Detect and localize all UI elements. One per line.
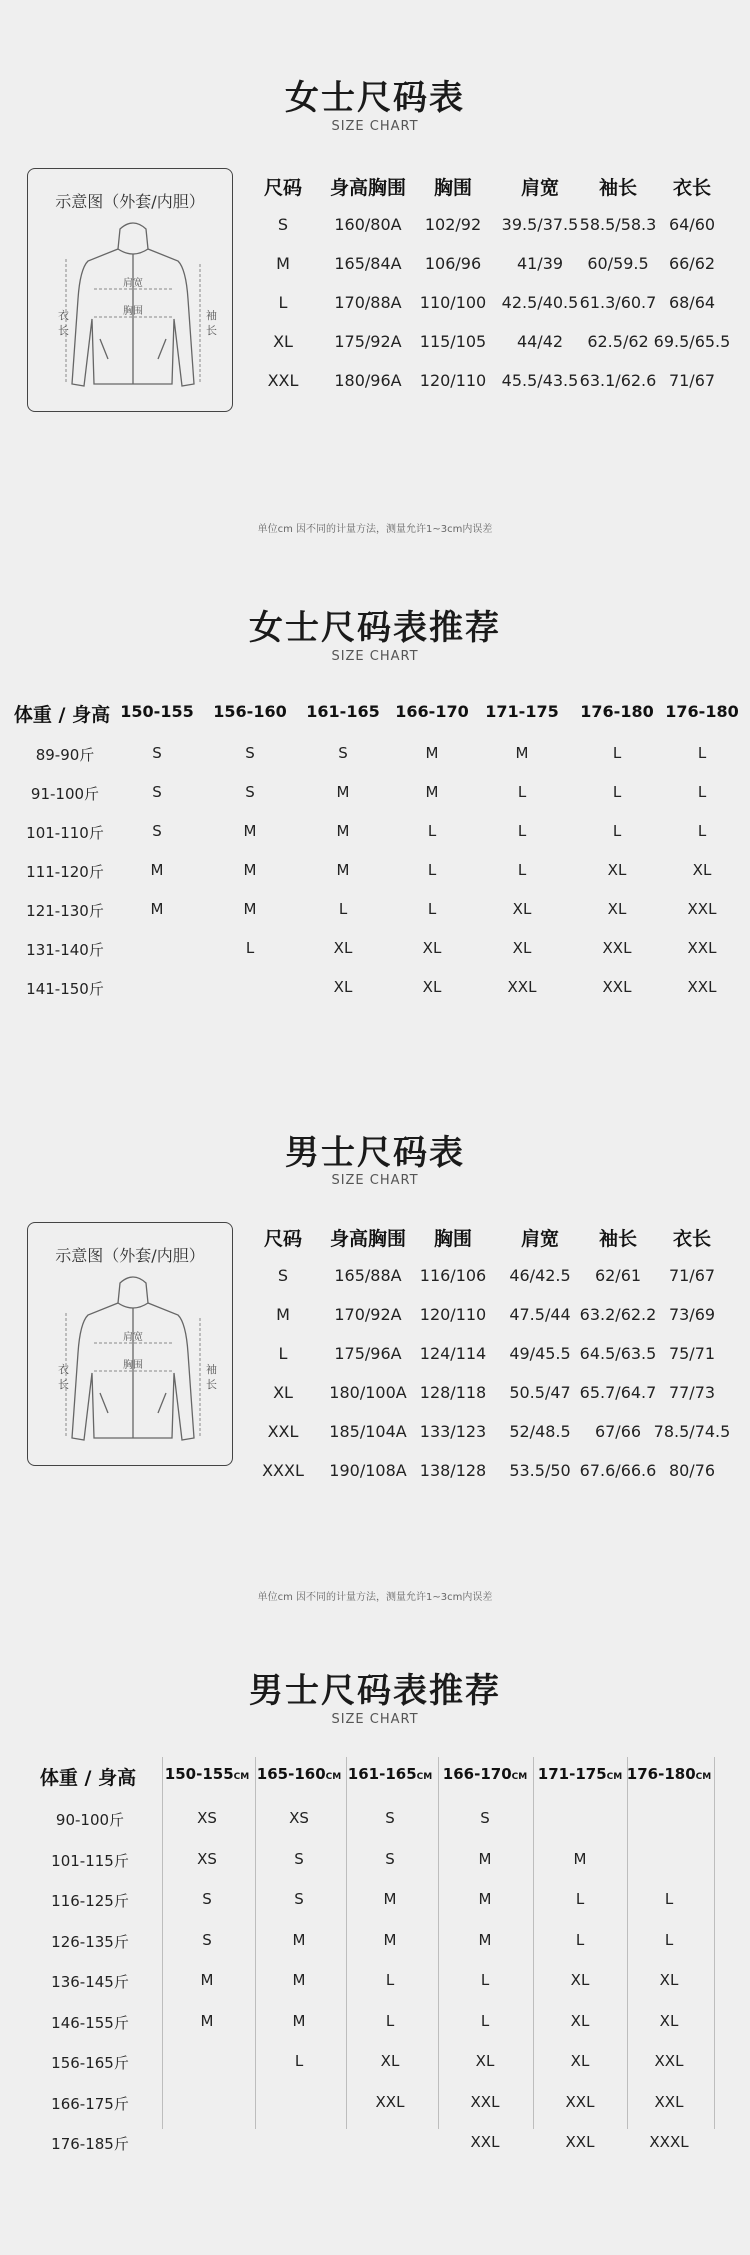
length-text: 衣 bbox=[58, 309, 69, 322]
table-cell: 49/45.5 bbox=[509, 1344, 571, 1363]
table-cell: S bbox=[152, 744, 162, 762]
table-cell: 71/67 bbox=[668, 371, 716, 390]
height-header: 171-175 bbox=[485, 702, 559, 721]
table-cell: XL bbox=[273, 332, 293, 351]
column-header: 胸围 bbox=[433, 1228, 472, 1250]
table-cell: 65.7/64.7 bbox=[579, 1383, 657, 1402]
table-cell: 67/66 bbox=[594, 1422, 642, 1441]
table-cell: M bbox=[478, 1930, 492, 1949]
table-cell: 80/76 bbox=[668, 1461, 716, 1480]
table-cell: 170/88A bbox=[334, 293, 402, 312]
diagram-label: 示意图（外套/内胆） bbox=[55, 1246, 205, 1265]
men-size-title: 男士尺码表 bbox=[285, 1133, 465, 1173]
table-cell: 71/67 bbox=[668, 1266, 716, 1285]
column-header: 衣长 bbox=[672, 1228, 711, 1250]
weight-label: 131-140斤 bbox=[26, 941, 104, 959]
weight-label: 126-135斤 bbox=[51, 1932, 129, 1951]
table-cell: XXL bbox=[565, 2092, 595, 2111]
table-cell: XXL bbox=[687, 978, 717, 996]
table-cell: XS bbox=[289, 1809, 309, 1827]
table-cell: L bbox=[612, 822, 622, 840]
table-cell: 68/64 bbox=[668, 293, 716, 312]
table-cell: M bbox=[425, 783, 439, 801]
svg-text:衣: 衣 bbox=[58, 1363, 69, 1376]
table-cell: M bbox=[200, 1971, 214, 1989]
table-cell: S bbox=[245, 783, 255, 801]
column-divider bbox=[533, 1757, 534, 2129]
table-cell: 53.5/50 bbox=[509, 1461, 571, 1480]
men-size-note: 单位cm 因不同的计量方法，测量允许1~3cm内误差 bbox=[257, 1592, 493, 1603]
table-cell: M bbox=[383, 1890, 397, 1908]
table-cell: 61.3/60.7 bbox=[579, 293, 657, 312]
height-header: 161-165 bbox=[306, 702, 380, 721]
svg-text:袖: 袖 bbox=[206, 1363, 217, 1376]
table-cell: L bbox=[427, 900, 437, 918]
table-cell: L bbox=[517, 822, 527, 840]
table-cell: M bbox=[150, 861, 164, 879]
table-cell: M bbox=[478, 1849, 492, 1868]
height-header bbox=[623, 1765, 715, 1783]
table-cell: L bbox=[697, 744, 707, 762]
table-cell: XL bbox=[570, 2052, 590, 2070]
table-cell: L bbox=[664, 1930, 674, 1949]
table-cell: L bbox=[697, 822, 707, 840]
height-unit: CM bbox=[695, 1772, 712, 1782]
table-cell: 42.5/40.5 bbox=[501, 293, 579, 312]
women-rec-title: 女士尺码表推荐 bbox=[249, 608, 501, 648]
height-range: 161-165 bbox=[347, 1765, 417, 1783]
table-cell: M bbox=[276, 1305, 290, 1324]
table-cell: 66/62 bbox=[668, 254, 716, 273]
table-cell: 138/128 bbox=[419, 1461, 487, 1480]
column-divider bbox=[714, 1757, 715, 2129]
table-cell: L bbox=[612, 783, 622, 801]
table-cell: XL bbox=[422, 978, 442, 996]
jacket-illustration bbox=[28, 169, 234, 413]
table-cell: 175/96A bbox=[334, 1344, 402, 1363]
svg-text:胸围: 胸围 bbox=[123, 306, 143, 317]
column-header: 衣长 bbox=[672, 177, 711, 199]
table-cell: XL bbox=[333, 939, 353, 957]
table-cell: M bbox=[276, 254, 290, 273]
svg-text:肩宽: 肩宽 bbox=[123, 1332, 143, 1343]
height-unit: CM bbox=[511, 1772, 528, 1782]
table-cell: XXL bbox=[470, 2092, 500, 2111]
table-cell: 63.2/62.2 bbox=[579, 1305, 657, 1324]
table-cell: S bbox=[277, 215, 289, 234]
height-range: 171-175 bbox=[537, 1765, 607, 1783]
column-header: 胸围 bbox=[433, 177, 472, 199]
weight-label: 116-125斤 bbox=[51, 1892, 129, 1910]
table-cell: XL bbox=[273, 1383, 293, 1402]
table-cell: M bbox=[336, 822, 350, 840]
table-cell: L bbox=[278, 293, 288, 312]
table-cell: 78.5/74.5 bbox=[653, 1422, 731, 1441]
table-cell: XXL bbox=[375, 2092, 405, 2111]
table-cell: XS bbox=[197, 1809, 217, 1827]
table-cell: M bbox=[243, 900, 257, 918]
table-cell: S bbox=[277, 1266, 289, 1285]
table-cell: 165/84A bbox=[334, 254, 402, 273]
men-jacket-diagram bbox=[27, 1222, 233, 1466]
height-header bbox=[534, 1765, 626, 1783]
table-cell: M bbox=[150, 900, 164, 918]
table-cell: XL bbox=[475, 2052, 495, 2070]
column-header: 身高胸围 bbox=[329, 177, 406, 199]
table-cell: XL bbox=[512, 939, 532, 957]
height-unit: CM bbox=[606, 1772, 623, 1782]
column-header: 肩宽 bbox=[520, 1228, 559, 1250]
table-cell: 120/110 bbox=[419, 371, 487, 390]
table-cell: 77/73 bbox=[668, 1383, 716, 1402]
table-cell: XL bbox=[570, 2011, 590, 2030]
table-cell: M bbox=[292, 1930, 306, 1949]
table-cell: XL bbox=[659, 1971, 679, 1989]
svg-text:长: 长 bbox=[206, 1378, 217, 1391]
table-cell: XXL bbox=[687, 939, 717, 957]
height-range: 176-180 bbox=[626, 1765, 696, 1783]
table-cell: L bbox=[245, 939, 255, 957]
table-cell: 75/71 bbox=[668, 1344, 716, 1363]
table-cell: XXL bbox=[654, 2052, 684, 2070]
table-cell: 128/118 bbox=[419, 1383, 487, 1402]
table-cell: M bbox=[478, 1890, 492, 1908]
column-header: 尺码 bbox=[263, 1228, 302, 1250]
table-cell: S bbox=[480, 1809, 490, 1827]
table-cell: XL bbox=[512, 900, 532, 918]
height-header bbox=[344, 1765, 436, 1783]
table-cell: XXXL bbox=[649, 2133, 689, 2151]
table-cell: XL bbox=[607, 861, 627, 879]
weight-label: 176-185斤 bbox=[51, 2135, 129, 2153]
men-rec-title: 男士尺码表推荐 bbox=[249, 1671, 501, 1711]
table-cell: XL bbox=[333, 978, 353, 996]
table-cell: 63.1/62.6 bbox=[579, 371, 657, 390]
table-cell: 185/104A bbox=[329, 1422, 407, 1441]
column-header: 袖长 bbox=[598, 177, 637, 199]
table-cell: M bbox=[336, 861, 350, 879]
table-cell: XL bbox=[570, 1971, 590, 1989]
table-cell: S bbox=[245, 744, 255, 762]
column-divider bbox=[255, 1757, 256, 2129]
women-size-subtitle: SIZE CHART bbox=[331, 119, 419, 134]
table-cell: 45.5/43.5 bbox=[501, 371, 579, 390]
table-cell: 52/48.5 bbox=[509, 1422, 571, 1441]
table-cell: L bbox=[517, 783, 527, 801]
table-cell: S bbox=[202, 1930, 212, 1949]
women-rec-subtitle: SIZE CHART bbox=[331, 649, 419, 664]
table-cell: M bbox=[515, 744, 529, 762]
table-cell: 175/92A bbox=[334, 332, 402, 351]
table-cell: XXL bbox=[565, 2133, 595, 2151]
table-cell: M bbox=[425, 744, 439, 762]
table-cell: L bbox=[385, 2011, 395, 2030]
table-cell: XL bbox=[607, 900, 627, 918]
svg-text:袖: 袖 bbox=[206, 309, 217, 322]
table-cell: 39.5/37.5 bbox=[501, 215, 579, 234]
column-header: 尺码 bbox=[263, 177, 302, 199]
men-size-subtitle: SIZE CHART bbox=[331, 1173, 419, 1188]
table-cell: 58.5/58.3 bbox=[579, 215, 657, 234]
table-cell: S bbox=[202, 1890, 212, 1908]
table-cell: S bbox=[385, 1849, 395, 1868]
table-cell: S bbox=[294, 1890, 304, 1908]
women-jacket-diagram bbox=[27, 168, 233, 412]
weight-label: 166-175斤 bbox=[51, 2094, 129, 2113]
weight-label: 141-150斤 bbox=[26, 980, 104, 998]
table-cell: 62/61 bbox=[594, 1266, 642, 1285]
weight-label: 136-145斤 bbox=[51, 1973, 129, 1991]
table-cell: L bbox=[575, 1890, 585, 1908]
weight-label: 89-90斤 bbox=[35, 746, 95, 764]
table-cell: L bbox=[338, 900, 348, 918]
table-cell: 115/105 bbox=[419, 332, 487, 351]
table-cell: S bbox=[152, 822, 162, 840]
height-header: 156-160 bbox=[213, 702, 287, 721]
table-cell: M bbox=[243, 822, 257, 840]
table-cell: 44/42 bbox=[516, 332, 564, 351]
column-header: 身高胸围 bbox=[329, 1228, 406, 1250]
table-cell: L bbox=[612, 744, 622, 762]
table-cell: 46/42.5 bbox=[509, 1266, 571, 1285]
table-cell: L bbox=[664, 1890, 674, 1908]
table-cell: 47.5/44 bbox=[509, 1305, 571, 1324]
table-cell: XL bbox=[380, 2052, 400, 2070]
table-cell: XS bbox=[197, 1849, 217, 1868]
table-cell: XL bbox=[422, 939, 442, 957]
table-cell: M bbox=[243, 861, 257, 879]
column-header: 袖长 bbox=[598, 1228, 637, 1250]
table-cell: 116/106 bbox=[419, 1266, 487, 1285]
height-range: 165-160 bbox=[256, 1765, 326, 1783]
table-cell: 106/96 bbox=[424, 254, 482, 273]
svg-text:胸围: 胸围 bbox=[123, 1360, 143, 1371]
svg-text:长: 长 bbox=[58, 324, 69, 337]
table-cell: XXL bbox=[507, 978, 537, 996]
corner-header: 体重 / 身高 bbox=[39, 1767, 137, 1789]
height-unit: CM bbox=[416, 1772, 433, 1782]
table-cell: XXXL bbox=[262, 1461, 304, 1480]
table-cell: M bbox=[292, 1971, 306, 1989]
table-cell: S bbox=[152, 783, 162, 801]
table-cell: L bbox=[294, 2052, 304, 2070]
table-cell: 165/88A bbox=[334, 1266, 402, 1285]
table-cell: L bbox=[480, 1971, 490, 1989]
women-size-note: 单位cm 因不同的计量方法，测量允许1~3cm内误差 bbox=[257, 524, 493, 535]
height-unit: CM bbox=[325, 1772, 342, 1782]
height-header: 176-180 bbox=[580, 702, 654, 721]
table-cell: 180/100A bbox=[329, 1383, 407, 1402]
table-cell: L bbox=[575, 1930, 585, 1949]
height-header bbox=[439, 1765, 531, 1783]
table-cell: 62.5/62 bbox=[587, 332, 649, 351]
table-cell: 160/80A bbox=[334, 215, 402, 234]
table-cell: 120/110 bbox=[419, 1305, 487, 1324]
table-cell: 180/96A bbox=[334, 371, 402, 390]
table-cell: 60/59.5 bbox=[587, 254, 649, 273]
table-cell: S bbox=[338, 744, 348, 762]
table-cell: 69.5/65.5 bbox=[653, 332, 731, 351]
table-cell: L bbox=[427, 861, 437, 879]
table-cell: XXL bbox=[654, 2092, 684, 2111]
svg-text:长: 长 bbox=[206, 324, 217, 337]
weight-label: 90-100斤 bbox=[55, 1811, 125, 1829]
height-header: 176-180 bbox=[665, 702, 739, 721]
table-cell: 73/69 bbox=[668, 1305, 716, 1324]
column-header: 肩宽 bbox=[520, 177, 559, 199]
table-cell: XXL bbox=[602, 978, 632, 996]
column-divider bbox=[438, 1757, 439, 2129]
svg-text:长: 长 bbox=[58, 1378, 69, 1391]
table-cell: L bbox=[278, 1344, 288, 1363]
women-size-title: 女士尺码表 bbox=[285, 78, 465, 118]
table-cell: 133/123 bbox=[419, 1422, 487, 1441]
svg-text:肩宽: 肩宽 bbox=[123, 278, 143, 289]
table-cell: XL bbox=[692, 861, 712, 879]
table-cell: 64.5/63.5 bbox=[579, 1344, 657, 1363]
height-header bbox=[161, 1765, 253, 1783]
table-cell: L bbox=[385, 1971, 395, 1989]
table-cell: L bbox=[427, 822, 437, 840]
table-cell: M bbox=[292, 2011, 306, 2030]
table-cell: 190/108A bbox=[329, 1461, 407, 1480]
height-header bbox=[253, 1765, 345, 1783]
men-rec-subtitle: SIZE CHART bbox=[331, 1712, 419, 1727]
weight-label: 121-130斤 bbox=[26, 902, 104, 920]
weight-label: 111-120斤 bbox=[26, 863, 104, 881]
corner-header: 体重 / 身高 bbox=[13, 704, 111, 726]
column-divider bbox=[627, 1757, 628, 2129]
table-cell: 67.6/66.6 bbox=[579, 1461, 657, 1480]
table-cell: S bbox=[294, 1849, 304, 1868]
table-cell: 41/39 bbox=[516, 254, 564, 273]
height-unit: CM bbox=[233, 1772, 250, 1782]
table-cell: S bbox=[385, 1809, 395, 1827]
weight-label: 101-115斤 bbox=[51, 1851, 129, 1870]
table-cell: 124/114 bbox=[419, 1344, 487, 1363]
height-header: 150-155 bbox=[120, 702, 194, 721]
jacket-illustration bbox=[28, 1223, 234, 1467]
diagram-label: 示意图（外套/内胆） bbox=[55, 192, 205, 211]
height-header: 166-170 bbox=[395, 702, 469, 721]
column-divider bbox=[162, 1757, 163, 2129]
column-divider bbox=[346, 1757, 347, 2129]
height-range: 166-170 bbox=[442, 1765, 512, 1783]
table-cell: 110/100 bbox=[419, 293, 487, 312]
table-cell: 102/92 bbox=[424, 215, 482, 234]
table-cell: L bbox=[480, 2011, 490, 2030]
table-cell: M bbox=[383, 1930, 397, 1949]
height-range: 150-155 bbox=[164, 1765, 234, 1783]
table-cell: M bbox=[573, 1849, 587, 1868]
table-cell: M bbox=[200, 2011, 214, 2030]
weight-label: 156-165斤 bbox=[51, 2054, 129, 2072]
weight-label: 146-155斤 bbox=[51, 2013, 129, 2032]
table-cell: XXL bbox=[470, 2133, 500, 2151]
table-cell: XXL bbox=[687, 900, 717, 918]
table-cell: XXL bbox=[267, 1422, 299, 1441]
table-cell: L bbox=[517, 861, 527, 879]
table-cell: 170/92A bbox=[334, 1305, 402, 1324]
table-cell: L bbox=[697, 783, 707, 801]
table-cell: XXL bbox=[602, 939, 632, 957]
table-cell: 64/60 bbox=[668, 215, 716, 234]
table-cell: XL bbox=[659, 2011, 679, 2030]
weight-label: 101-110斤 bbox=[26, 824, 104, 842]
weight-label: 91-100斤 bbox=[30, 785, 100, 803]
table-cell: XXL bbox=[267, 371, 299, 390]
table-cell: M bbox=[336, 783, 350, 801]
table-cell: 50.5/47 bbox=[509, 1383, 571, 1402]
